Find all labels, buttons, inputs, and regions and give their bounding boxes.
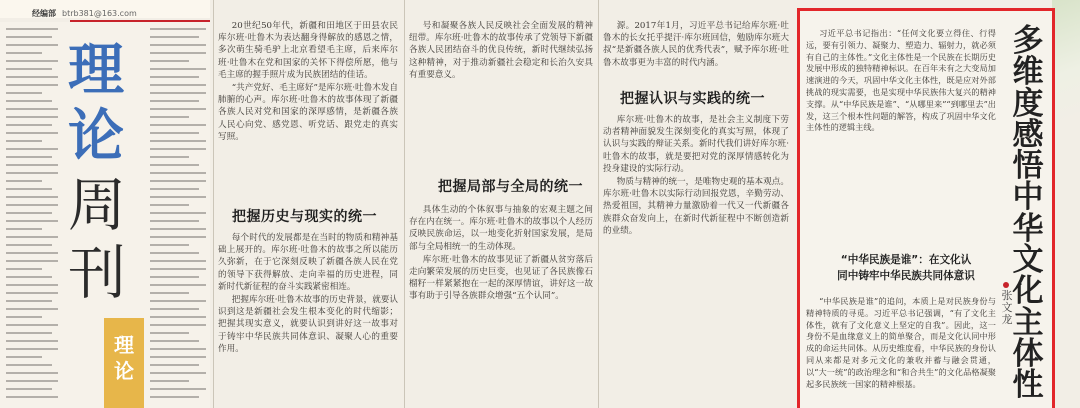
feature-headline-char: 主 xyxy=(1012,304,1044,341)
article-paragraph: 具体生动的个体叙事与抽象的宏观主题之间存在内在统一。库尔班·吐鲁木的故事以个人经历反映民族命运，以一地变化折射国家发展，是局部与全局相统一的生动体现。 xyxy=(409,205,593,252)
left-margin-text xyxy=(6,28,58,406)
article-column-3-bottom xyxy=(603,114,789,408)
section-title-char-3: 周 xyxy=(68,171,127,239)
article-column-2-bottom xyxy=(409,204,593,408)
author-char: 龙 xyxy=(1001,313,1013,326)
article-column-2-top xyxy=(409,20,593,170)
feature-subheading-line-1: “中华民族是谁”：在文化认 xyxy=(840,254,972,266)
subheading-knowledge-practice: 把握认识与实践的统一 xyxy=(620,91,765,107)
column-divider xyxy=(404,0,405,408)
feature-author xyxy=(1001,290,1013,326)
feature-headline-char: 维 xyxy=(1012,54,1044,91)
decorative-leaf-background xyxy=(1052,0,1080,120)
feature-article-body-2 xyxy=(806,296,996,408)
subheading-history-reality: 把握历史与现实的统一 xyxy=(232,209,377,225)
feature-subheading xyxy=(818,252,994,284)
article-paragraph: 库尔班·吐鲁木的故事见证了新疆从贫穷落后走向繁荣发展的历史巨变，也见证了各民族像石榴籽一样紧紧抱在一起的深厚情谊，讲好这一故事有助于引导各族群众增强“五个认同”。 xyxy=(409,254,593,302)
article-paragraph: 源。2017年1月，习近平总书记给库尔班·吐鲁木的长女托乎提汗·库尔班回信，勉励库尔班大叔“是新疆各族人民的优秀代表”，赋予库尔班·吐鲁木故事更为丰富的时代内涵。 xyxy=(603,21,789,68)
article-paragraph: 每个时代的发展都是在当时的物质和精神基础上展开的。库尔班·吐鲁木的故事之所以能历久弥新，在于它深刻反映了新疆各族人民在党的领导下获得解放、走向幸福的历史进程，同新时代新征程的奋斗实践紧密相连。 xyxy=(218,233,398,292)
article-column-3-top xyxy=(603,20,789,84)
feature-headline-char: 多 xyxy=(1012,23,1044,59)
feature-headline-char: 文 xyxy=(1012,242,1044,279)
article-paragraph: 20世纪50年代，新疆和田地区于田县农民库尔班·吐鲁木为表达翻身得解放的感恩之情，多次萌生骑毛驴上北京看望毛主席，后来库尔班·吐鲁木在党和国家的关怀下得偿所愿，他与毛主席的握手照片成为民族团结的佳话。 xyxy=(218,21,398,80)
feature-headline-char: 化 xyxy=(1012,273,1044,310)
article-paragraph: 物质与精神的统一，是唯物史观的基本观点。库尔班·吐鲁木以实际行动回报党恩，辛勤劳动、热爱祖国，其精神力量激励着一代又一代新疆各族群众奋发向上，在新时代新征程中不断创造新的业绩。 xyxy=(603,177,789,236)
feature-headline-char: 度 xyxy=(1012,85,1044,122)
feature-paragraph: 习近平总书记指出：“任何文化要立得住、行得远，要有引领力、凝聚力、塑造力、辐射力，就必须有自己的主体性。”文化主体性是一个民族在长期历史发展中形成的独特精神标识。在百年未有之大变局加速演进的今天，巩固中华文化主体性，既是应对外部挑战的现实需要，也是实现中华民族伟大复兴的精神支撑。从“中华民族是谁”、“从哪里来”“到哪里去”出发，这三个根本性问题的解答，构成了巩固中华文化主体性的逻辑主线。 xyxy=(806,28,996,133)
feature-headline-char: 体 xyxy=(1012,335,1044,372)
contact-label: 经编部 xyxy=(32,9,56,18)
feature-headline xyxy=(1005,23,1051,404)
column-divider xyxy=(598,0,599,408)
feature-headline-char: 悟 xyxy=(1012,148,1044,185)
author-marker xyxy=(1003,282,1009,288)
feature-headline-char: 中 xyxy=(1012,179,1044,216)
author-char: 文 xyxy=(1001,301,1013,314)
article-paragraph: 把握库尔班·吐鲁木故事的历史背景，就要认识到这是新疆社会发生根本变化的时代缩影；把握其现实意义，就要认识到讲好这一故事对于铸牢中华民族共同体意识、凝聚人心的重要作用。 xyxy=(218,295,398,354)
left-column-text-strip xyxy=(150,28,206,406)
article-paragraph: 号和凝聚各族人民反映社会全面发展的精神纽带。库尔班·吐鲁木的故事传承了党领导下新疆各族人民团结奋斗的优良传统，新时代继续弘扬这种精神，对于推动新疆社会稳定和长治久安具有重要意义。 xyxy=(409,21,593,80)
author-char: 张 xyxy=(1001,289,1013,302)
column-divider xyxy=(213,0,214,408)
masthead xyxy=(0,0,210,18)
feature-headline-char: 性 xyxy=(1012,367,1044,404)
article-paragraph: “共产党好、毛主席好”是库尔班·吐鲁木发自肺腑的心声。库尔班·吐鲁木的故事体现了新疆各族人民对党和国家的深厚感情，是新疆各族人民心向党、感党恩、听党话、跟党走的真实写照。 xyxy=(218,83,398,142)
section-title-char-2: 论 xyxy=(68,103,124,169)
section-title-char-1: 理 xyxy=(68,37,124,103)
feature-headline-char: 感 xyxy=(1012,116,1044,153)
contact-email[interactable]: btrb381@163.com xyxy=(62,9,137,18)
section-title-char-4: 刊 xyxy=(68,239,127,307)
article-paragraph: 库尔班·吐鲁木的故事，是社会主义制度下劳动者精神面貌发生深刻变化的真实写照，体现了认识与实践的辩证关系。新时代我们讲好库尔班·吐鲁木的故事，就是要把对党的深厚情感转化为投身建设的实际行动。 xyxy=(603,115,789,174)
article-column-1-top xyxy=(218,20,398,202)
section-badge-char-2: 论 xyxy=(114,359,134,383)
feature-subheading-line-2: 同中铸牢中华民族共同体意识 xyxy=(837,270,975,282)
subheading-part-whole: 把握局部与全局的统一 xyxy=(438,179,583,195)
feature-paragraph: “中华民族是谁”的追问，本质上是对民族身份与精神特质的寻觅。习近平总书记强调，“有了文化主体性，就有了文化意义上坚定的自我”。因此，这一身份不是血缘意义上的简单聚合，而是文化认同中形成的命运共同体。从历史维度看，中华民族的身份认同从来都是对多元文化的兼收并蓄与融会贯通，以“大一统”的政治理念和“和合共生”的文化品格凝聚起多民族统一国家的精神根基。 xyxy=(806,296,996,389)
feature-headline-char: 华 xyxy=(1012,210,1044,247)
section-badge xyxy=(104,318,144,408)
section-badge-char-1: 理 xyxy=(114,333,134,357)
feature-article-body xyxy=(806,28,996,238)
article-column-1-bottom xyxy=(218,232,398,408)
contact-line xyxy=(32,8,137,19)
